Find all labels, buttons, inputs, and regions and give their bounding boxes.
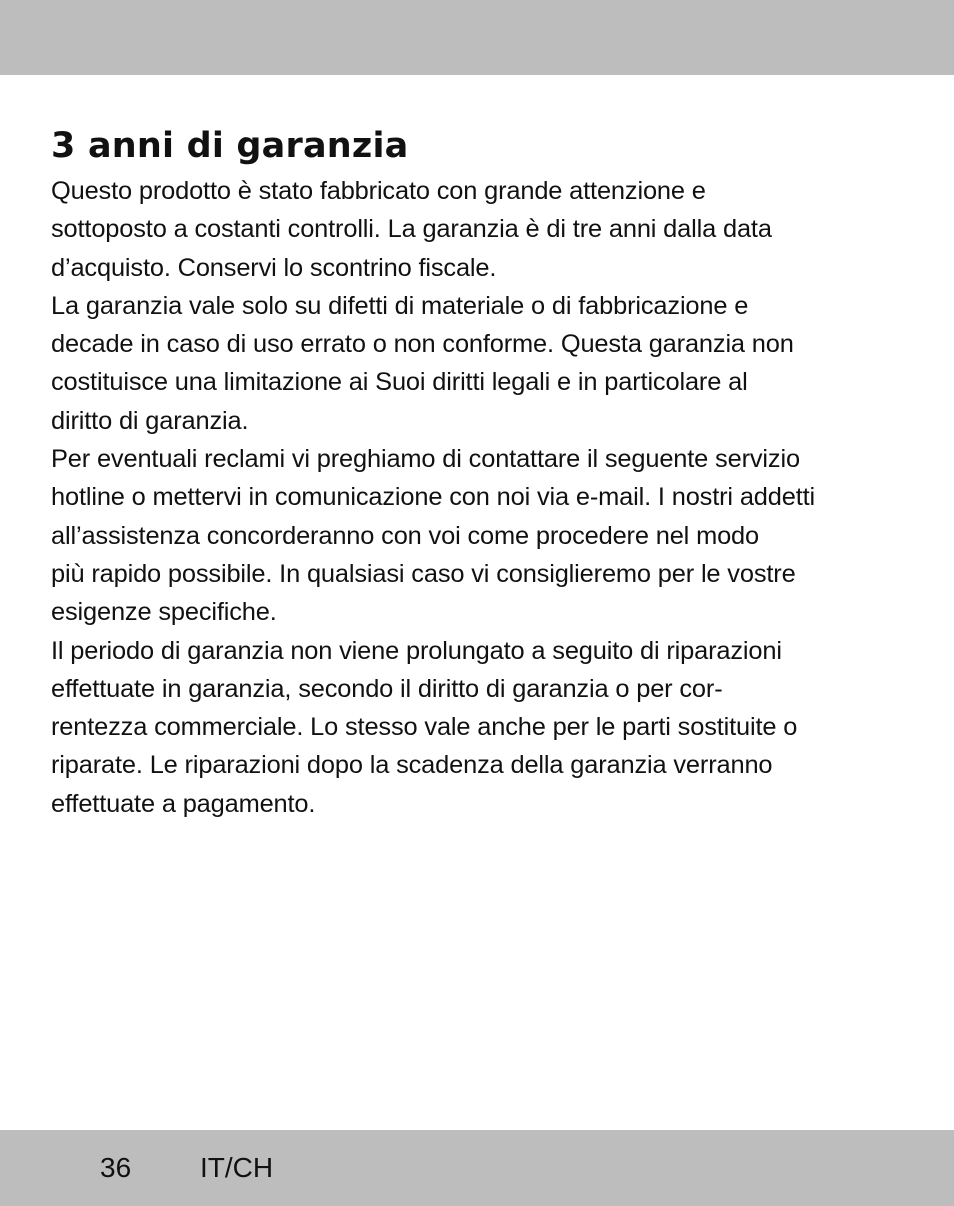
text-line: sottoposto a costanti controlli. La garanzia è di tre anni dalla data — [51, 215, 772, 244]
paragraph-claims — [51, 440, 911, 631]
text-line: esigenze specifiche. — [51, 598, 277, 627]
warranty-section — [51, 120, 911, 823]
text-line: costituisce una limitazione ai Suoi diritti legali e in particolare al — [51, 368, 748, 397]
text-line: all’assistenza concorderanno con voi come procedere nel modo — [51, 521, 759, 550]
text-line: riparate. Le riparazioni dopo la scadenza della garanzia verranno — [51, 751, 773, 780]
text-line: effettuate a pagamento. — [51, 789, 316, 818]
text-line: d’acquisto. Conservi lo scontrino fiscale. — [51, 253, 497, 282]
text-line: Questo prodotto è stato fabbricato con grande attenzione e — [51, 177, 706, 205]
text-line: effettuate in garanzia, secondo il diritto di garanzia o per cor- — [51, 674, 723, 703]
paragraph-period — [51, 632, 911, 823]
paragraph-coverage — [51, 287, 911, 440]
text-line: La garanzia vale solo su difetti di materiale o di fabbricazione e — [51, 291, 749, 320]
text-line: diritto di garanzia. — [51, 406, 249, 435]
page-number: 36 — [100, 1152, 132, 1183]
footer-band — [0, 1130, 954, 1206]
text-line: rentezza commerciale. Lo stesso vale anche per le parti sostituite o — [51, 713, 798, 742]
text-line: hotline o mettervi in comunicazione con noi via e-mail. I nostri addetti — [51, 483, 815, 512]
header-band — [0, 0, 954, 75]
text-line: Per eventuali reclami vi preghiamo di contattare il seguente servizio — [51, 445, 800, 474]
text-line: decade in caso di uso errato o non conforme. Questa garanzia non — [51, 330, 794, 359]
section-title: 3 anni di garanzia — [51, 126, 409, 166]
paragraph-intro — [51, 172, 911, 287]
locale-label: IT/CH — [200, 1152, 274, 1183]
text-line: più rapido possibile. In qualsiasi caso vi consiglieremo per le vostre — [51, 559, 796, 588]
text-line: Il periodo di garanzia non viene prolungato a seguito di riparazioni — [51, 636, 782, 665]
